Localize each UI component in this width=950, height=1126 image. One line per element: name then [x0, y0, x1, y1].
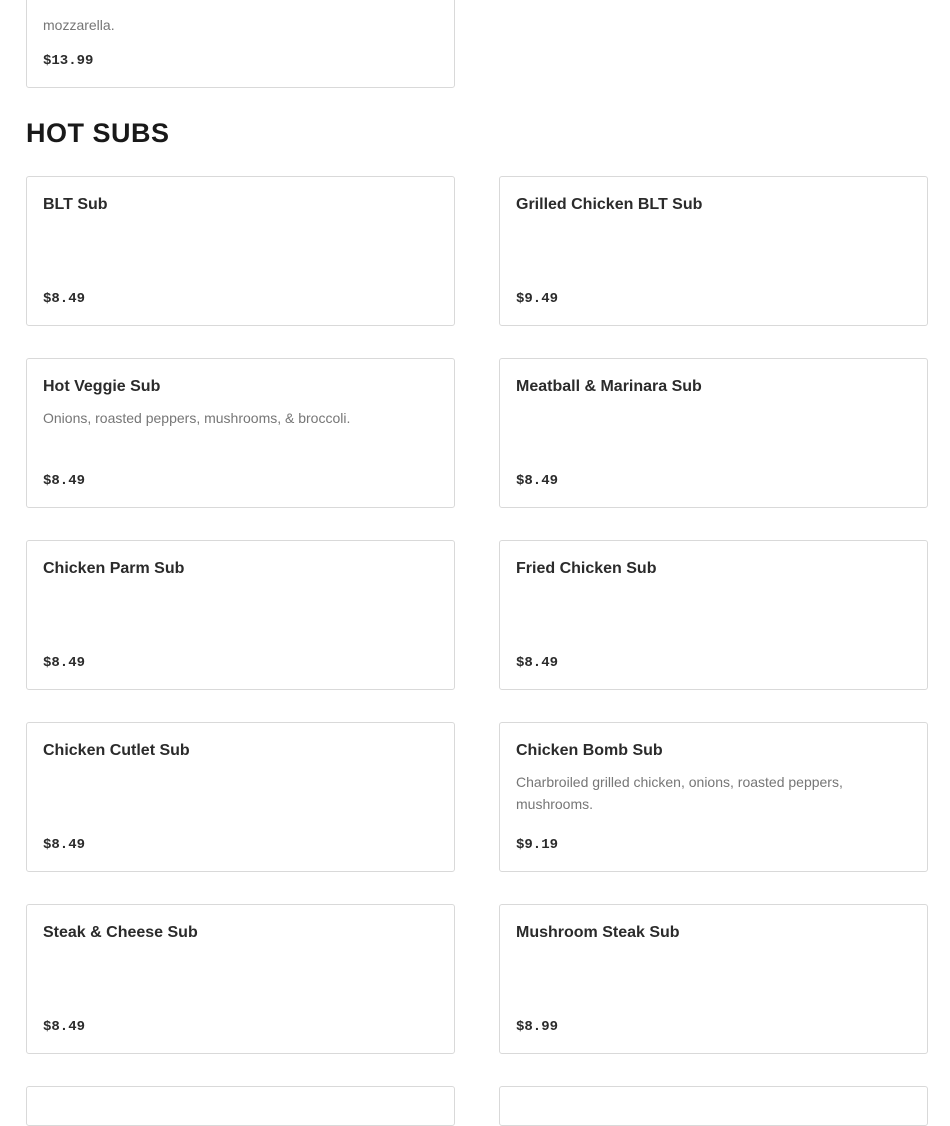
menu-item-card[interactable] [499, 722, 928, 872]
menu-item-card[interactable] [499, 176, 928, 326]
menu-item-price: $8.49 [43, 473, 86, 489]
menu-item-card[interactable] [26, 358, 455, 508]
menu-item-card[interactable] [26, 0, 455, 88]
menu-item-price: $8.49 [516, 473, 559, 489]
menu-item-card[interactable] [26, 540, 455, 690]
menu-item-name: Chicken Bomb Sub [516, 742, 663, 759]
menu-item-price: $8.49 [43, 837, 86, 853]
menu-item-card[interactable] [499, 540, 928, 690]
menu-item-price: $9.49 [516, 291, 559, 307]
menu-item-description: Charbroiled grilled chicken, onions, roasted peppers, mushrooms. [516, 774, 843, 812]
menu-item-name: Steak & Cheese Sub [43, 924, 198, 941]
menu-item-price: $13.99 [43, 53, 94, 69]
menu-item-price: $8.49 [43, 655, 86, 671]
menu-item-description: Onions, roasted peppers, mushrooms, & broccoli. [43, 410, 351, 426]
menu-item-name: Mushroom Steak Sub [516, 924, 680, 941]
menu-item-price: $8.49 [516, 655, 559, 671]
menu-item-name: Grilled Chicken BLT Sub [516, 196, 703, 213]
menu-item-name: Chicken Parm Sub [43, 560, 185, 577]
menu-item-description [43, 14, 434, 36]
menu-item-price: $8.49 [43, 1019, 86, 1035]
menu-item-card[interactable] [499, 358, 928, 508]
menu-item-card[interactable] [499, 1086, 928, 1126]
menu-item-card[interactable] [499, 904, 928, 1054]
menu-item-name: Fried Chicken Sub [516, 560, 657, 577]
menu-item-price: $8.99 [516, 1019, 559, 1035]
menu-item-description-text: mozzarella. [43, 17, 115, 33]
menu-item-name: Chicken Cutlet Sub [43, 742, 190, 759]
menu-item-name: Hot Veggie Sub [43, 378, 161, 395]
menu-item-price: $9.19 [516, 837, 559, 853]
section-title: HOT SUBS [26, 118, 170, 148]
menu-item-name: BLT Sub [43, 196, 108, 213]
menu-item-card[interactable] [26, 1086, 455, 1126]
menu-item-name: Meatball & Marinara Sub [516, 378, 702, 395]
menu-item-card[interactable] [26, 722, 455, 872]
menu-item-card[interactable] [26, 176, 455, 326]
menu-item-card[interactable] [26, 904, 455, 1054]
menu-item-price: $8.49 [43, 291, 86, 307]
